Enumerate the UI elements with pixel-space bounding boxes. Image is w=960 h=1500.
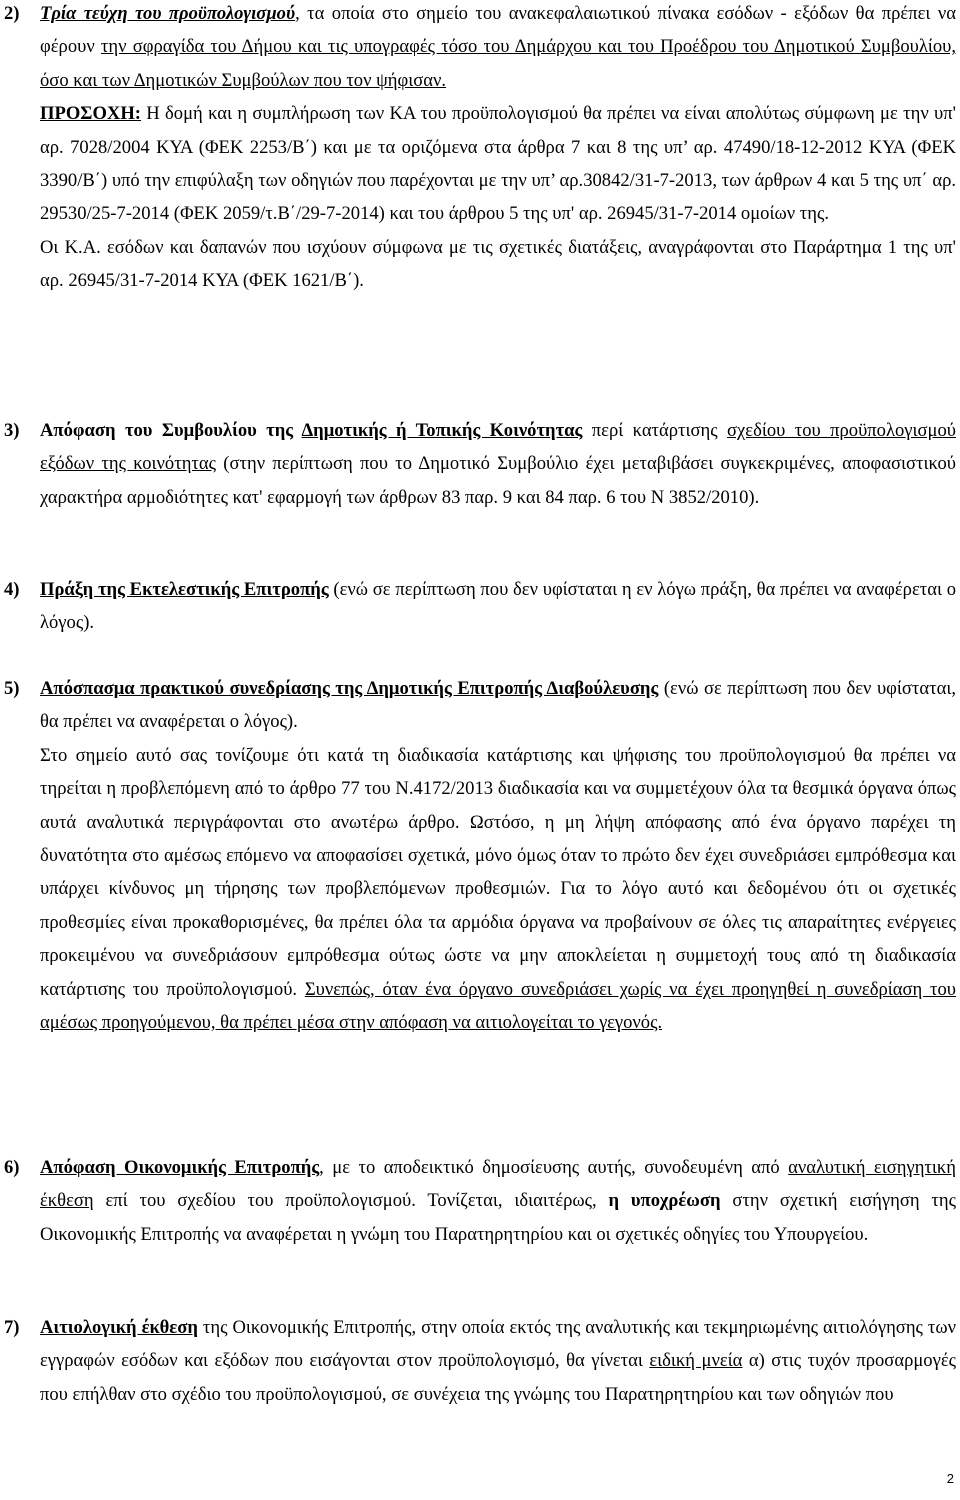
paragraph: Οι Κ.Α. εσόδων και δαπανών που ισχύουν σύμφωνα με τις σχετικές διατάξεις, αναγράφονται στο Παράρτημα 1 της υπ' αρ. 26945/31-7-2014 ΚΥΑ (ΦΕΚ 1621/Β΄). bbox=[40, 236, 956, 292]
underlined-text: την σφραγίδα του Δήμου και τις υπογραφές τόσο του Δημάρχου και του Προέδρου του Δημοτικού Συμβουλίου, όσο και των Δημοτικών Συμβούλων που τον ψήφισαν. bbox=[40, 36, 956, 91]
item-heading: Απόφαση Οικονομικής Επιτροπής bbox=[40, 1157, 320, 1178]
item-heading: Απόφαση του Συμβουλίου της bbox=[40, 420, 302, 441]
text-run: α) στις τυχόν προσαρμογές που επήλθαν στο σχέδιο του προϋπολογισμού, σε συνέχεια της γνώμης του Παρατηρητηρίου και των οδηγιών που bbox=[40, 1350, 956, 1405]
paragraph bbox=[40, 1311, 956, 1411]
item-number: 3) bbox=[4, 420, 20, 441]
text-run: (στην περίπτωση που το Δημοτικό Συμβούλιο έχει μεταβιβάσει συγκεκριμένες, αποφασιστικού χαρακτήρα αρμοδιότητες κατ' εφαρμογή των άρθρων 83 παρ. 9 και 84 παρ. 6 του Ν 3852/2010). bbox=[40, 453, 956, 508]
warning-label: ΠΡΟΣΟΧΗ: bbox=[40, 103, 141, 125]
list-item-6 bbox=[4, 1151, 956, 1251]
text-run: (ενώ σε περίπτωση που δεν υφίσταται η εν λόγω πράξη, θα πρέπει να αναφέρεται ο λόγος). bbox=[40, 579, 957, 634]
paragraph bbox=[40, 97, 956, 231]
item-heading: Αιτιολογική έκθεση bbox=[40, 1317, 198, 1338]
text-run: Η δομή και η συμπλήρωση των ΚΑ του προϋπολογισμού θα πρέπει να είναι απολύτως σύμφωνη με την υπ' αρ. 7028/2004 ΚΥΑ (ΦΕΚ 2253/Β΄) και με τα οριζόμενα στα άρθρα 7 και 8 της υπ’ αρ. 47490/18-12-2012 ΚΥΑ (ΦΕΚ 3390/Β΄) υπό την επιφύλαξη των οδηγιών που παρέχονται με την υπ’ αρ.30842/31-7-2013, των άρθρων 4 και 5 της υπ΄ αρ. 29530/25-7-2014 (ΦΕΚ 2059/τ.Β΄/29-7-2014) και του άρθρου 5 της υπ' αρ. 26945/31-7-2014 ομοίων της. bbox=[40, 103, 956, 225]
bold-text: η υποχρέωση bbox=[608, 1190, 721, 1212]
item-heading: Πράξη της Εκτελεστικής Επιτροπής bbox=[40, 579, 329, 600]
paragraph bbox=[40, 1151, 956, 1251]
page-number: 2 bbox=[946, 1471, 954, 1486]
text-run: επί του σχεδίου του προϋπολογισμού. Τονίζεται, ιδιαιτέρως, bbox=[93, 1190, 609, 1212]
list-item-4 bbox=[4, 573, 956, 640]
text-run: περί κατάρτισης bbox=[582, 420, 728, 441]
item-number: 2) bbox=[4, 3, 20, 24]
text-run: (ενώ σε περίπτωση που δεν υφίσταται, θα πρέπει να αναφέρεται ο λόγος). bbox=[40, 678, 956, 733]
list-item-3 bbox=[4, 414, 956, 514]
paragraph bbox=[40, 573, 956, 640]
text-run: , με το αποδεικτικό δημοσίευσης αυτής, συνοδευμένη από bbox=[319, 1157, 789, 1178]
text-run: Στο σημείο αυτό σας τονίζουμε ότι κατά τη διαδικασία κατάρτισης και ψήφισης του προϋπολογισμού θα πρέπει να τηρείται η προβλεπόμενη από το άρθρο 77 του Ν.4172/2013 διαδικασία και να συμμετέχουν όλα τα θεσμικά όργανα όπως αυτά αναλυτικά περιγράφονται στο ανωτέρω άρθρο. Ωστόσο, η μη λήψη απόφασης από ένα όργανο παρέχει τη δυνατότητα στο αμέσως επόμενο να αποφασίσει σχετικά, μόνο όμως όταν το πρώτο δεν έχει συνεδριάσει εμπρόθεσμα και υπάρχει κίνδυνος μη τήρησης των προβλεπόμενων προθεσμιών. Για το λόγο αυτό και δεδομένου ότι οι σχετικές προθεσμίες είναι προκαθορισμένες, θα πρέπει όλα τα αρμόδια όργανα να προβαίνουν σε όλες τις απαραίτητες ενέργειες προκειμένου να συνεδριάσουν εμπρόθεσμα ούτως ώστε να μην αποκλείεται η συμμετοχή τους από τη διαδικασία κατάρτισης του προϋπολογισμού. bbox=[40, 744, 956, 1000]
item-number: 4) bbox=[4, 579, 20, 600]
item-heading: Τρία τεύχη του προϋπολογισμού bbox=[40, 3, 296, 24]
item-number: 5) bbox=[4, 678, 20, 699]
paragraph bbox=[40, 0, 956, 97]
list-item-7 bbox=[4, 1311, 956, 1411]
text-run: , τα οποία στο σημείο του ανακεφαλαιωτικού πίνακα εσόδων - εξόδων θα πρέπει να φέρουν bbox=[40, 3, 956, 58]
paragraph bbox=[40, 414, 956, 514]
item-heading: Δημοτικής ή Τοπικής Κοινότητας bbox=[301, 420, 583, 441]
underlined-text: αναλυτική εισηγητική έκθεση bbox=[40, 1157, 956, 1212]
item-number: 6) bbox=[4, 1157, 20, 1178]
underlined-text: ειδική μνεία bbox=[649, 1350, 743, 1372]
list-item-5 bbox=[4, 672, 956, 1039]
underlined-text: σχεδίου του προϋπολογισμού εξόδων της κοινότητας bbox=[40, 420, 956, 475]
underlined-text: Συνεπώς, όταν ένα όργανο συνεδριάσει χωρίς να έχει προηγηθεί η συνεδρίαση του αμέσως προηγούμενου, θα πρέπει μέσα στην απόφαση να αιτιολογείται το γεγονός. bbox=[40, 978, 956, 1034]
list-item-2 bbox=[4, 0, 956, 298]
paragraph bbox=[40, 739, 956, 1040]
item-number: 7) bbox=[4, 1317, 20, 1338]
text-run: στην σχετική εισήγηση της Οικονομικής Επιτροπής να αναφέρεται η γνώμη του Παρατηρητηρίου και οι σχετικές οδηγίες του Υπουργείου. bbox=[40, 1190, 956, 1245]
item-heading: Απόσπασμα πρακτικού συνεδρίασης της Δημοτικής Επιτροπής Διαβούλευσης bbox=[40, 678, 659, 699]
text-run: της Οικονομικής Επιτροπής, στην οποία εκτός της αναλυτικής και τεκμηριωμένης αιτιολόγησης των εγγραφών εσόδων και εξόδων που εισάγονται στον προϋπολογισμό, θα γίνεται bbox=[40, 1317, 956, 1372]
paragraph bbox=[40, 672, 956, 739]
